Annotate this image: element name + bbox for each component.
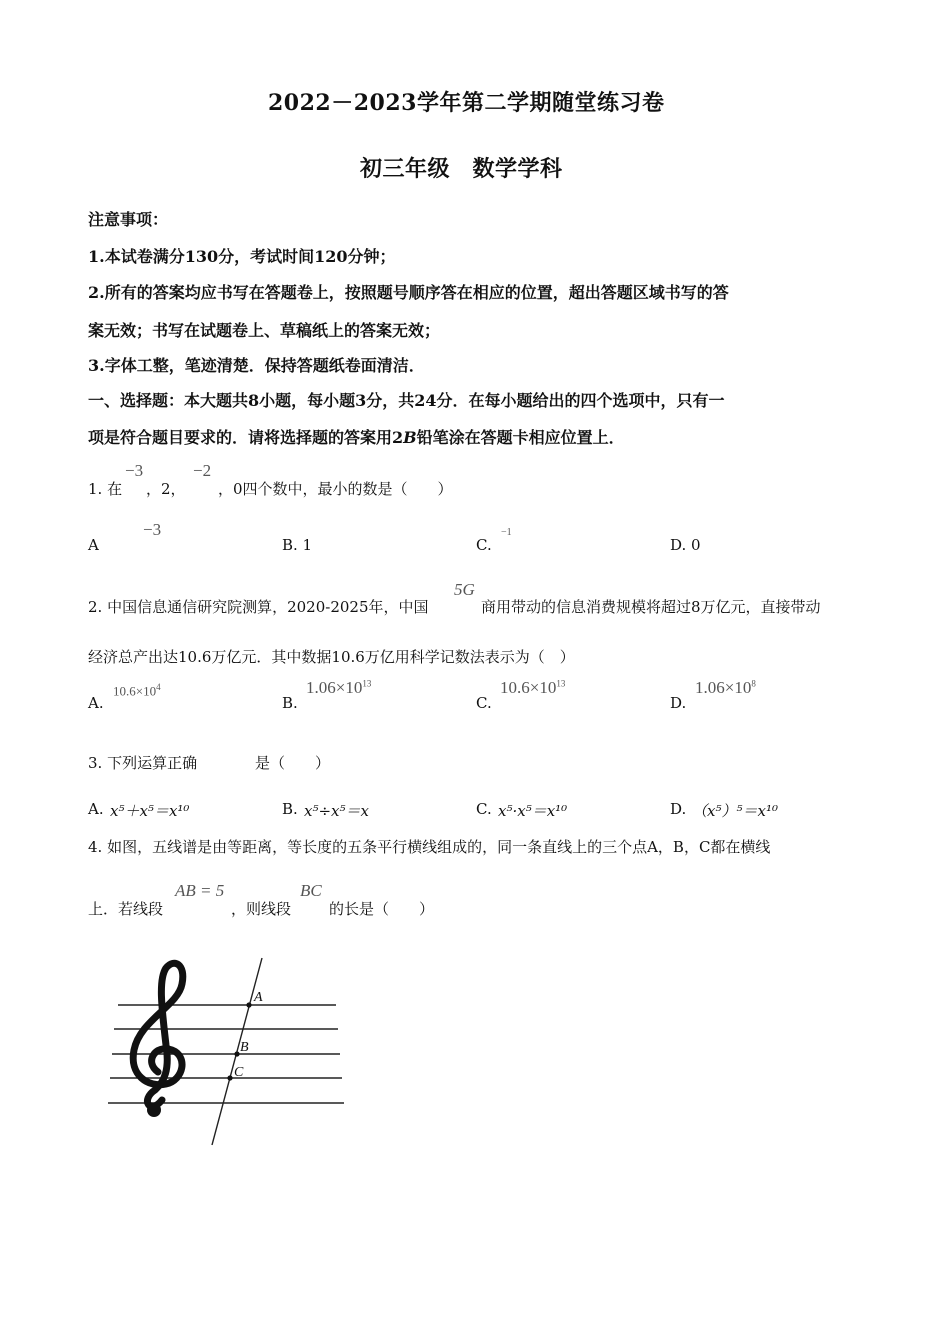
- q2-option-a-label: A.: [88, 694, 104, 712]
- q2-option-a-value: [113, 682, 161, 699]
- q1-option-c-value: −1: [501, 527, 512, 538]
- notes-heading: 注意事项：: [88, 210, 169, 229]
- section1-line2-post: 铅笔涂在答题卡相应位置上．: [416, 428, 625, 447]
- q1-option-b: B. 1: [282, 536, 313, 554]
- q3-stem-1: 3. 下列运算正确: [88, 754, 198, 772]
- page-subtitle: 初三年级 数学学科: [360, 156, 563, 182]
- point-a: [246, 1002, 251, 1007]
- q2-option-d-value: [695, 678, 756, 698]
- staff-lines: [108, 1005, 344, 1103]
- q2-option-b-exp: 13: [362, 678, 372, 689]
- section1-line2-b: B: [403, 428, 417, 447]
- point-c-label: C: [234, 1065, 244, 1080]
- q3-option-b-expr: x⁵÷x⁵＝x: [304, 802, 369, 820]
- q2-stem-pre: 2. 中国信息通信研究院测算，2020-2025年，中国: [88, 598, 429, 616]
- point-c: [227, 1075, 232, 1080]
- point-b: [234, 1051, 239, 1056]
- q4-stem-line1: 4. 如图，五线谱是由等距离，等长度的五条平行横线组成的，同一条直线上的三个点A，B，C都在横线: [88, 838, 771, 856]
- q4-staff-figure: [100, 950, 360, 1150]
- q1-option-d: D. 0: [670, 536, 701, 554]
- q3-option-d-expr: （x⁵）⁵＝x¹⁰: [692, 802, 778, 820]
- q2-option-b-label: B.: [282, 694, 298, 712]
- q2-option-c-label: C.: [476, 694, 492, 712]
- page-title: 2022－2023学年第二学期随堂练习卷: [268, 90, 665, 116]
- q3-option-a-label: A.: [88, 800, 104, 818]
- q1-stem-mid: ，2，: [146, 480, 186, 498]
- q2-option-b-base: 1.06×10: [306, 678, 363, 697]
- q2-option-c-exp: 13: [556, 678, 566, 689]
- q1-math-2: −2: [193, 461, 212, 480]
- point-a-label: A: [254, 990, 263, 1005]
- q3-option-d-label: D.: [670, 800, 687, 818]
- q1-stem-pre: 1. 在: [88, 480, 123, 498]
- q1-option-a-value: −3: [143, 520, 162, 539]
- q4-stem-line2-pre: 上．若线段: [88, 900, 164, 918]
- q2-option-d-base: 1.06×10: [695, 678, 752, 697]
- q2-stem-post: 商用带动的信息消费规模将超过8万亿元，直接带动: [481, 598, 821, 616]
- q2-option-c-base: 10.6×10: [500, 678, 557, 697]
- note-1: 1.本试卷满分130分，考试时间120分钟；: [88, 247, 396, 266]
- note-2b: 案无效；书写在试题卷上、草稿纸上的答案无效；: [88, 321, 441, 340]
- section1-line1: 一、选择题：本大题共8小题，每小题3分，共24分．在每小题给出的四个选项中，只有一: [88, 391, 725, 410]
- section1-line2: [88, 425, 625, 448]
- q1-math-1: −3: [125, 461, 144, 480]
- treble-clef-icon: [133, 963, 183, 1117]
- q4-stem-line2-post: 的长是（ ）: [329, 900, 435, 918]
- q3-option-b-label: B.: [282, 800, 298, 818]
- q3-option-a-expr: x⁵＋x⁵＝x¹⁰: [110, 802, 190, 820]
- q2-option-b-value: [306, 678, 371, 698]
- q1-stem-post: ，0四个数中，最小的数是（ ）: [218, 480, 453, 498]
- q3-option-c-label: C.: [476, 800, 492, 818]
- note-2a: 2.所有的答案均应书写在答题卷上，按照题号顺序答在相应的位置，超出答题区域书写的答: [88, 283, 729, 302]
- q2-option-d-exp: 8: [751, 678, 756, 689]
- q4-math-bc: BC: [300, 881, 322, 900]
- point-b-label: B: [240, 1040, 249, 1055]
- q3-option-c-expr: x⁵·x⁵＝x¹⁰: [498, 802, 568, 820]
- q2-stem-line2: 经济总产出达10.6万亿元．其中数据10.6万亿用科学记数法表示为（ ）: [88, 648, 575, 666]
- q2-option-a-base: 10.6×10: [113, 683, 157, 699]
- q2-option-d-label: D.: [670, 694, 687, 712]
- q2-option-a-exp: 4: [156, 682, 161, 692]
- note-3: 3.字体工整，笔迹清楚．保持答题纸卷面清洁．: [88, 356, 425, 375]
- q3-stem-2: 是（ ）: [255, 754, 331, 772]
- q1-option-a-label: A: [88, 536, 99, 554]
- q2-option-c-value: [500, 678, 565, 698]
- q2-math-5g: 5G: [454, 580, 475, 599]
- q4-math-ab: AB = 5: [175, 881, 225, 900]
- section1-line2-pre: 项是符合题目要求的．请将选择题的答案用2: [88, 428, 404, 447]
- q1-option-c-label: C.: [476, 536, 492, 554]
- q4-stem-line2-mid: ，则线段: [231, 900, 292, 918]
